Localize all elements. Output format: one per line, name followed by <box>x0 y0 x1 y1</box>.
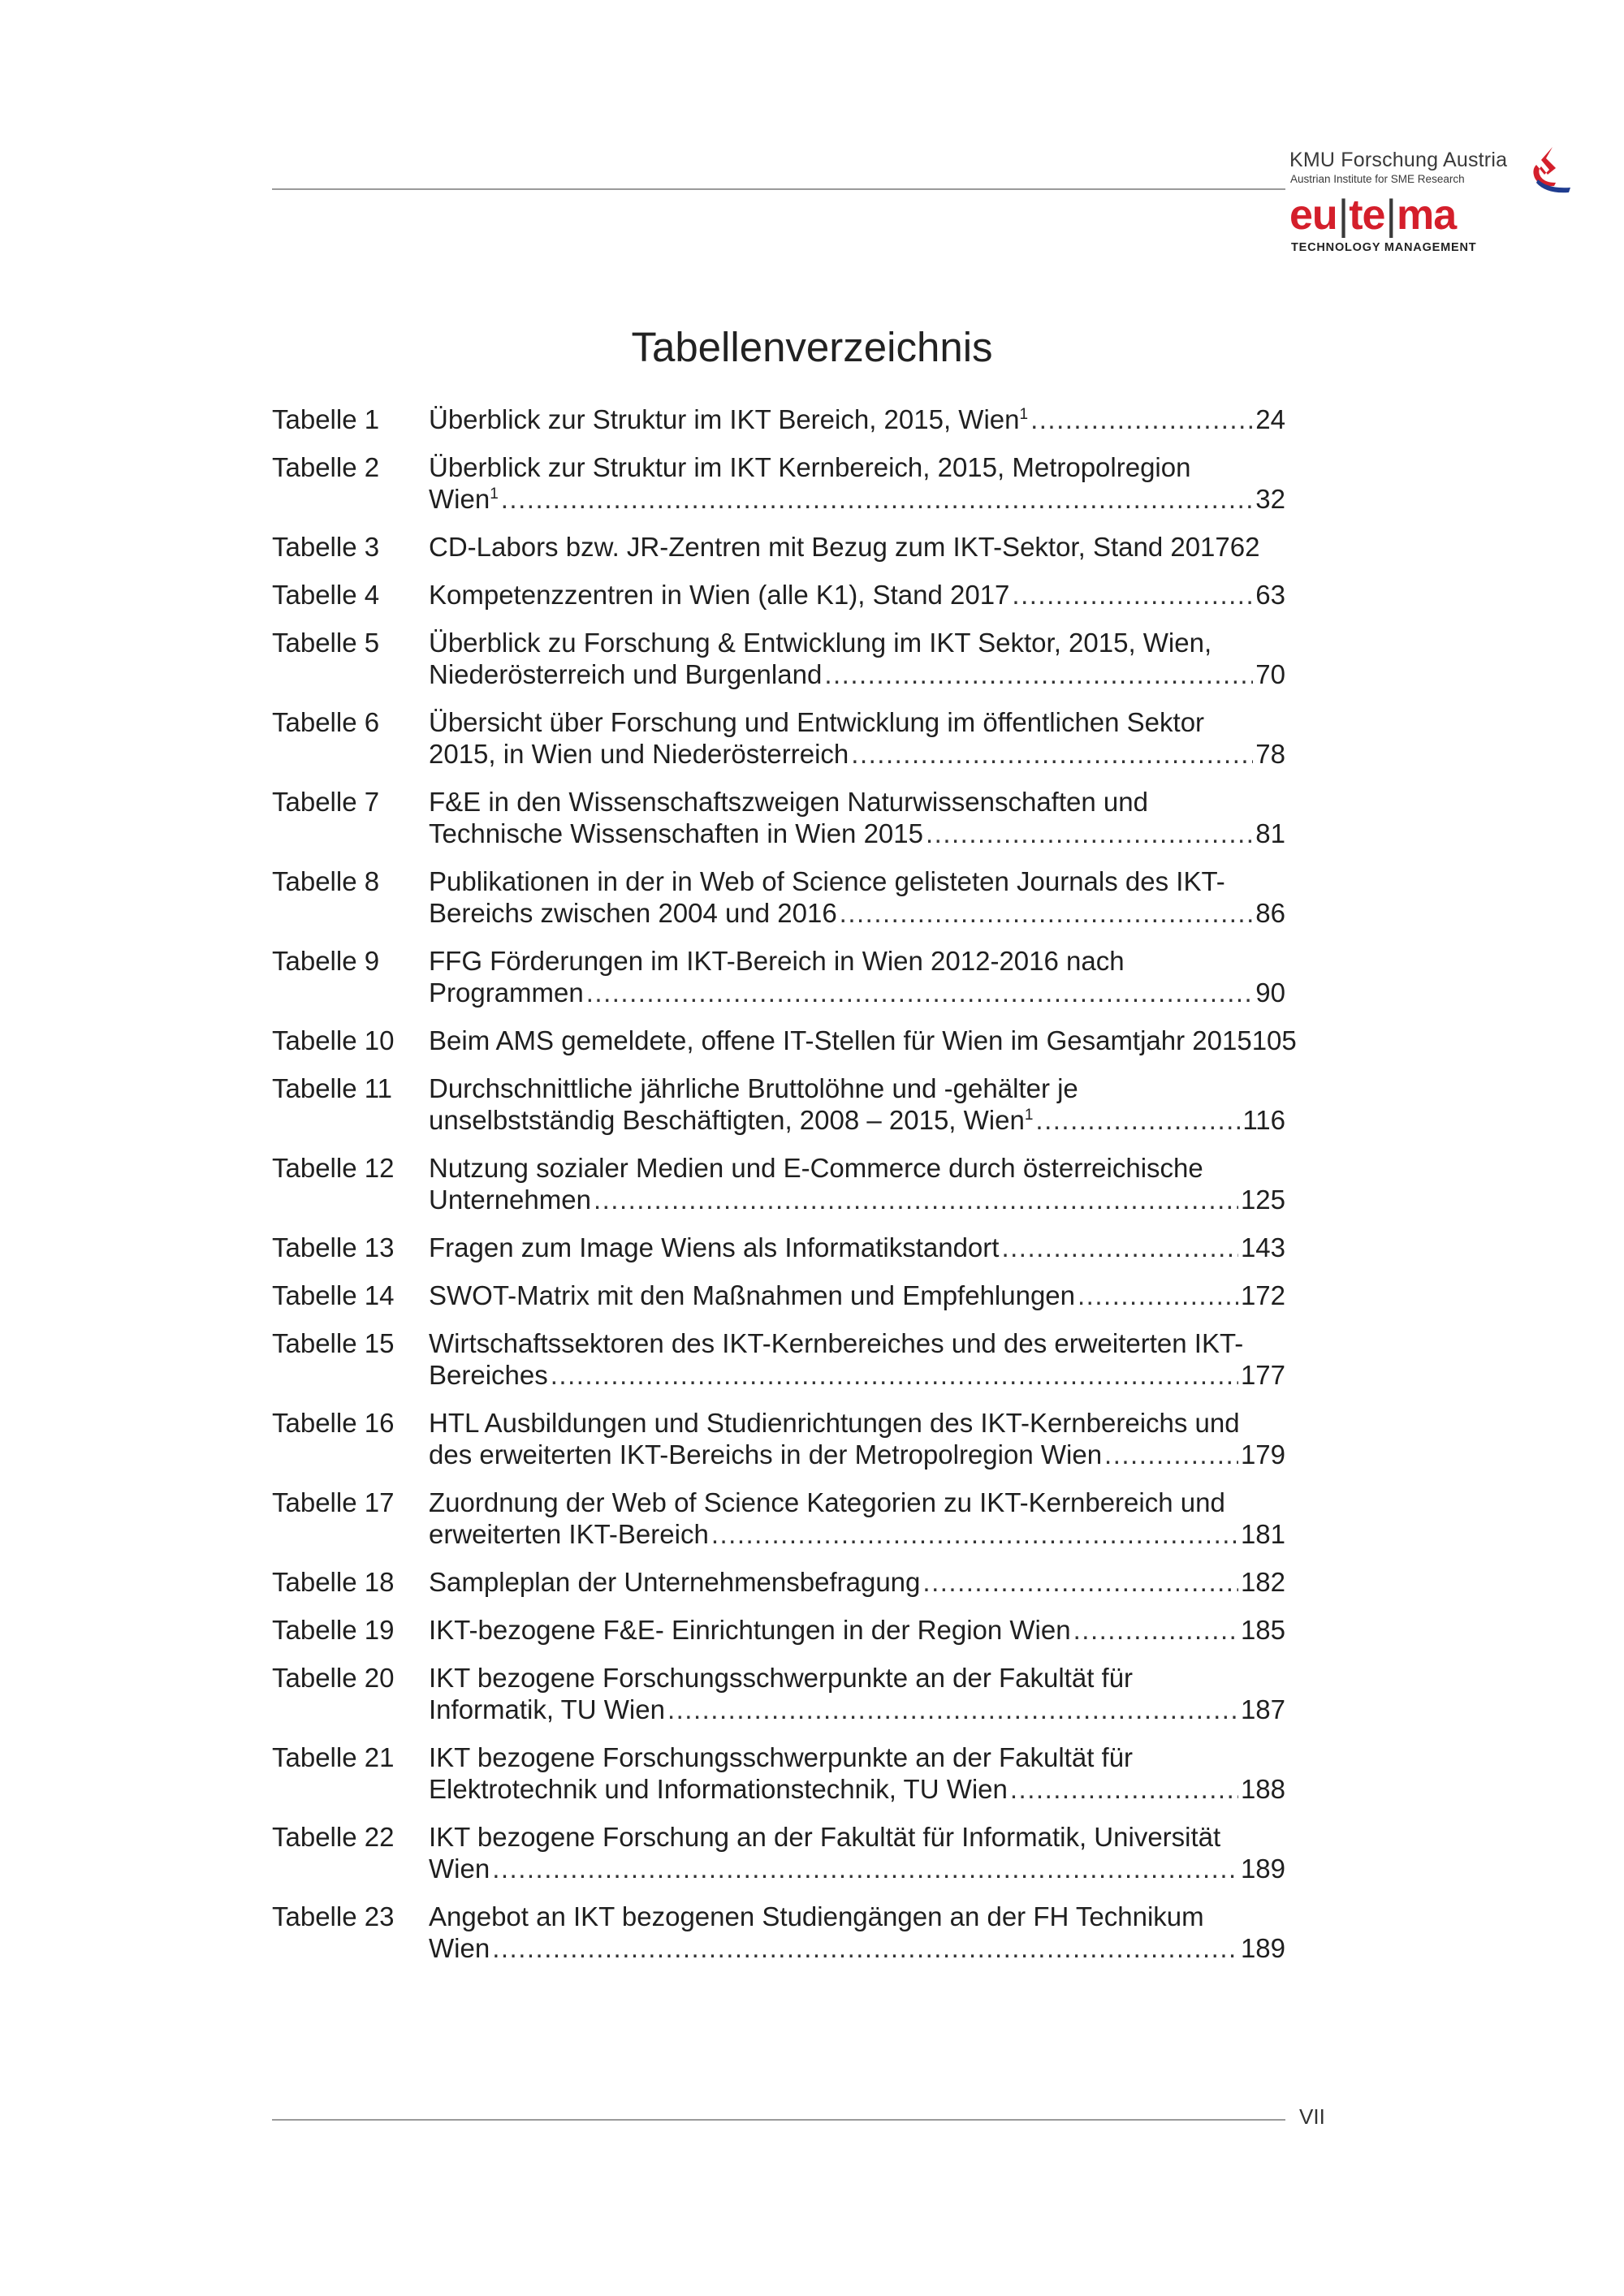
dot-leader <box>851 738 1253 770</box>
toc-entry-page: 32 <box>1255 484 1285 514</box>
toc-entry-title: Technische Wissenschaften in Wien 2015 <box>429 818 923 848</box>
dot-leader <box>1001 1232 1237 1263</box>
toc-entry-title: Wien <box>429 1933 490 1963</box>
toc-entry-title-line1: FFG Förderungen im IKT-Bereich in Wien 2012-2016 nach <box>429 946 1125 976</box>
kmu-logo-icon <box>1520 145 1572 196</box>
toc-entry-title: Programmen <box>429 978 584 1008</box>
dot-leader <box>1078 1280 1238 1311</box>
toc-entry-page: 189 <box>1240 1854 1285 1884</box>
toc-entry-page: 63 <box>1255 580 1285 610</box>
toc-entry-title: Wien$^1$ <box>429 484 499 514</box>
toc-entry-title: Niederösterreich und Burgenland <box>429 659 823 689</box>
dot-leader <box>1030 404 1253 435</box>
toc-entry-page: 187 <box>1240 1694 1285 1724</box>
toc-entry[interactable] <box>272 1901 1320 1964</box>
footnote-marker: 1 <box>1024 1107 1034 1124</box>
logo-block <box>1289 149 1566 254</box>
toc-entry-page: 90 <box>1255 978 1285 1008</box>
toc-entry-page: 181 <box>1240 1519 1285 1549</box>
toc-entry-label: Tabelle 13 <box>272 1232 395 1262</box>
toc-entry-title-line1: IKT bezogene Forschung an der Fakultät für Informatik, Universität <box>429 1822 1221 1852</box>
dot-leader <box>492 1853 1238 1884</box>
dot-leader <box>594 1184 1238 1215</box>
toc-entry[interactable] <box>272 1327 1320 1391</box>
toc-entry[interactable] <box>272 627 1320 690</box>
toc-entry-page: 24 <box>1255 404 1285 434</box>
toc-entry-label: Tabelle 19 <box>272 1615 395 1645</box>
eutema-wordmark: eu|te|ma <box>1289 192 1457 239</box>
dot-leader <box>840 897 1254 929</box>
toc-entry[interactable] <box>272 1487 1320 1550</box>
toc-entry-label: Tabelle 16 <box>272 1408 395 1438</box>
dot-leader <box>501 483 1254 515</box>
toc-entry-page: 143 <box>1240 1232 1285 1262</box>
toc-entry-label: Tabelle 2 <box>272 452 380 482</box>
toc-entry-title-line1: Zuordnung der Web of Science Kategorien zu IKT-Kernbereich und <box>429 1487 1225 1517</box>
toc-entry[interactable] <box>272 1662 1320 1725</box>
toc-entry-title: des erweiterten IKT-Bereichs in der Metropolregion Wien <box>429 1439 1103 1470</box>
toc-entry-label: Tabelle 9 <box>272 946 380 976</box>
toc-entry-title-line1: Angebot an IKT bezogenen Studiengängen an der FH Technikum <box>429 1901 1204 1931</box>
toc-entry[interactable] <box>272 865 1320 929</box>
toc-entry-label: Tabelle 3 <box>272 532 380 562</box>
dot-leader <box>1012 579 1253 611</box>
toc-entry[interactable] <box>272 1614 1320 1646</box>
toc-entry[interactable] <box>272 945 1320 1008</box>
footnote-marker: 1 <box>490 486 499 503</box>
toc-entry-title: erweiterten IKT-Bereich <box>429 1519 709 1549</box>
toc-entry-page: 188 <box>1240 1774 1285 1804</box>
toc-entry[interactable] <box>272 1407 1320 1470</box>
dot-leader <box>1035 1104 1240 1136</box>
toc-entry-label: Tabelle 14 <box>272 1280 395 1310</box>
page-number: VII <box>1299 2104 1325 2129</box>
toc-entry-title-line1: Wirtschaftssektoren des IKT-Kernbereiches und des erweiterten IKT- <box>429 1328 1244 1358</box>
toc-entry-label: Tabelle 11 <box>272 1073 393 1103</box>
toc-entry-title: Elektrotechnik und Informationstechnik, TU Wien <box>429 1774 1008 1804</box>
toc-entry-page: 179 <box>1240 1439 1285 1470</box>
toc-entry-title: Beim AMS gemeldete, offene IT-Stellen für Wien im Gesamtjahr 2015 <box>429 1025 1252 1055</box>
toc-entry-label: Tabelle 17 <box>272 1487 395 1517</box>
toc-entry[interactable] <box>272 1566 1320 1598</box>
dot-leader <box>922 1566 1238 1598</box>
toc-entry-label: Tabelle 8 <box>272 866 380 896</box>
toc-entry-title: Überblick zur Struktur im IKT Bereich, 2015, Wien$^1$ <box>429 404 1029 434</box>
toc-entry-page: 62 <box>1229 532 1260 562</box>
toc-entry[interactable] <box>272 786 1320 849</box>
toc-entry[interactable] <box>272 1072 1320 1136</box>
toc-entry-page: 172 <box>1240 1280 1285 1310</box>
toc-entry-title: Informatik, TU Wien <box>429 1694 665 1724</box>
toc-entry-label: Tabelle 7 <box>272 787 380 817</box>
dot-leader <box>926 818 1253 849</box>
toc-entry-label: Tabelle 23 <box>272 1901 395 1931</box>
toc-entry-page: 185 <box>1240 1615 1285 1645</box>
toc-entry[interactable] <box>272 531 1320 563</box>
toc-entry[interactable] <box>272 1741 1320 1805</box>
toc-entry-page: 116 <box>1242 1105 1285 1135</box>
toc-entry-label: Tabelle 5 <box>272 628 380 658</box>
toc-entry-title: Wien <box>429 1854 490 1884</box>
page-title: Tabellenverzeichnis <box>631 324 993 370</box>
toc-entry-title-line1: IKT bezogene Forschungsschwerpunkte an der Fakultät für <box>429 1742 1134 1772</box>
toc-list <box>272 404 1320 1980</box>
toc-entry-page: 105 <box>1251 1025 1297 1055</box>
toc-entry-page: 182 <box>1240 1567 1285 1597</box>
toc-entry-title: SWOT-Matrix mit den Maßnahmen und Empfehlungen <box>429 1280 1076 1310</box>
dot-leader <box>551 1359 1238 1391</box>
toc-entry-title: IKT-bezogene F&E- Einrichtungen in der Region Wien <box>429 1615 1071 1645</box>
toc-entry-label: Tabelle 10 <box>272 1025 395 1055</box>
dot-leader <box>667 1694 1238 1725</box>
kmu-subtitle: Austrian Institute for SME Research <box>1290 173 1465 185</box>
toc-entry-label: Tabelle 22 <box>272 1822 395 1852</box>
toc-entry-title: unselbstständig Beschäftigten, 2008 – 2015, Wien$^1$ <box>429 1105 1034 1135</box>
header-rule <box>272 188 1285 190</box>
toc-entry-page: 70 <box>1255 659 1285 689</box>
toc-entry-title-line1: Übersicht über Forschung und Entwicklung im öffentlichen Sektor <box>429 707 1205 737</box>
dot-leader <box>492 1932 1238 1964</box>
toc-entry-title: Kompetenzzentren in Wien (alle K1), Stand 2017 <box>429 580 1010 610</box>
toc-entry[interactable] <box>272 579 1320 611</box>
toc-entry-label: Tabelle 12 <box>272 1153 395 1183</box>
toc-entry-page: 177 <box>1240 1360 1285 1390</box>
toc-entry-title-line1: Überblick zu Forschung & Entwicklung im IKT Sektor, 2015, Wien, <box>429 628 1212 658</box>
toc-entry-title-line1: Durchschnittliche jährliche Bruttolöhne und -gehälter je <box>429 1073 1078 1103</box>
toc-entry[interactable] <box>272 1232 1320 1263</box>
toc-entry[interactable] <box>272 1025 1320 1056</box>
footnote-marker: 1 <box>1019 406 1029 423</box>
toc-entry-page: 125 <box>1240 1185 1285 1215</box>
toc-entry-title: Bereiches <box>429 1360 548 1390</box>
toc-entry-title-line1: Publikationen in der in Web of Science gelisteten Journals des IKT- <box>429 866 1225 896</box>
toc-entry-page: 189 <box>1240 1933 1285 1963</box>
toc-entry-title: Unternehmen <box>429 1185 591 1215</box>
footer-rule <box>272 2119 1285 2121</box>
toc-entry[interactable] <box>272 1152 1320 1215</box>
toc-entry-page: 86 <box>1255 898 1285 928</box>
toc-entry-title: CD-Labors bzw. JR-Zentren mit Bezug zum IKT-Sektor, Stand 2017 <box>429 532 1230 562</box>
toc-entry-title: Sampleplan der Unternehmensbefragung <box>429 1567 921 1597</box>
toc-entry-title-line1: F&E in den Wissenschaftszweigen Naturwissenschaften und <box>429 787 1148 817</box>
kmu-title: KMU Forschung Austria <box>1289 149 1508 171</box>
dot-leader <box>1073 1614 1238 1646</box>
toc-entry-title-line1: HTL Ausbildungen und Studienrichtungen des IKT-Kernbereichs und <box>429 1408 1240 1438</box>
toc-entry[interactable] <box>272 1821 1320 1884</box>
toc-entry-label: Tabelle 21 <box>272 1742 395 1772</box>
toc-entry-title-line1: Überblick zur Struktur im IKT Kernbereich, 2015, Metropolregion <box>429 452 1191 482</box>
dot-leader <box>586 977 1254 1008</box>
dot-leader <box>1104 1439 1238 1470</box>
toc-entry[interactable] <box>272 706 1320 770</box>
toc-entry-title: 2015, in Wien und Niederösterreich <box>429 739 849 769</box>
toc-entry-title: Bereichs zwischen 2004 und 2016 <box>429 898 837 928</box>
toc-entry-label: Tabelle 6 <box>272 707 380 737</box>
toc-entry-label: Tabelle 20 <box>272 1663 395 1693</box>
toc-entry-label: Tabelle 4 <box>272 580 380 610</box>
dot-leader <box>1010 1773 1238 1805</box>
toc-entry-label: Tabelle 15 <box>272 1328 395 1358</box>
toc-entry-title: Fragen zum Image Wiens als Informatikstandort <box>429 1232 1000 1262</box>
toc-entry-label: Tabelle 18 <box>272 1567 395 1597</box>
toc-entry[interactable] <box>272 451 1320 515</box>
toc-entry-page: 81 <box>1255 818 1285 848</box>
toc-entry-title-line1: IKT bezogene Forschungsschwerpunkte an der Fakultät für <box>429 1663 1134 1693</box>
toc-entry-title-line1: Nutzung sozialer Medien und E-Commerce durch österreichische <box>429 1153 1203 1183</box>
toc-entry-label: Tabelle 1 <box>272 404 380 434</box>
toc-entry[interactable] <box>272 404 1320 435</box>
toc-entry-page: 78 <box>1255 739 1285 769</box>
dot-leader <box>824 658 1253 690</box>
toc-entry[interactable] <box>272 1280 1320 1311</box>
dot-leader <box>711 1518 1238 1550</box>
tech-tagline: TECHNOLOGY MANAGEMENT <box>1291 241 1477 254</box>
